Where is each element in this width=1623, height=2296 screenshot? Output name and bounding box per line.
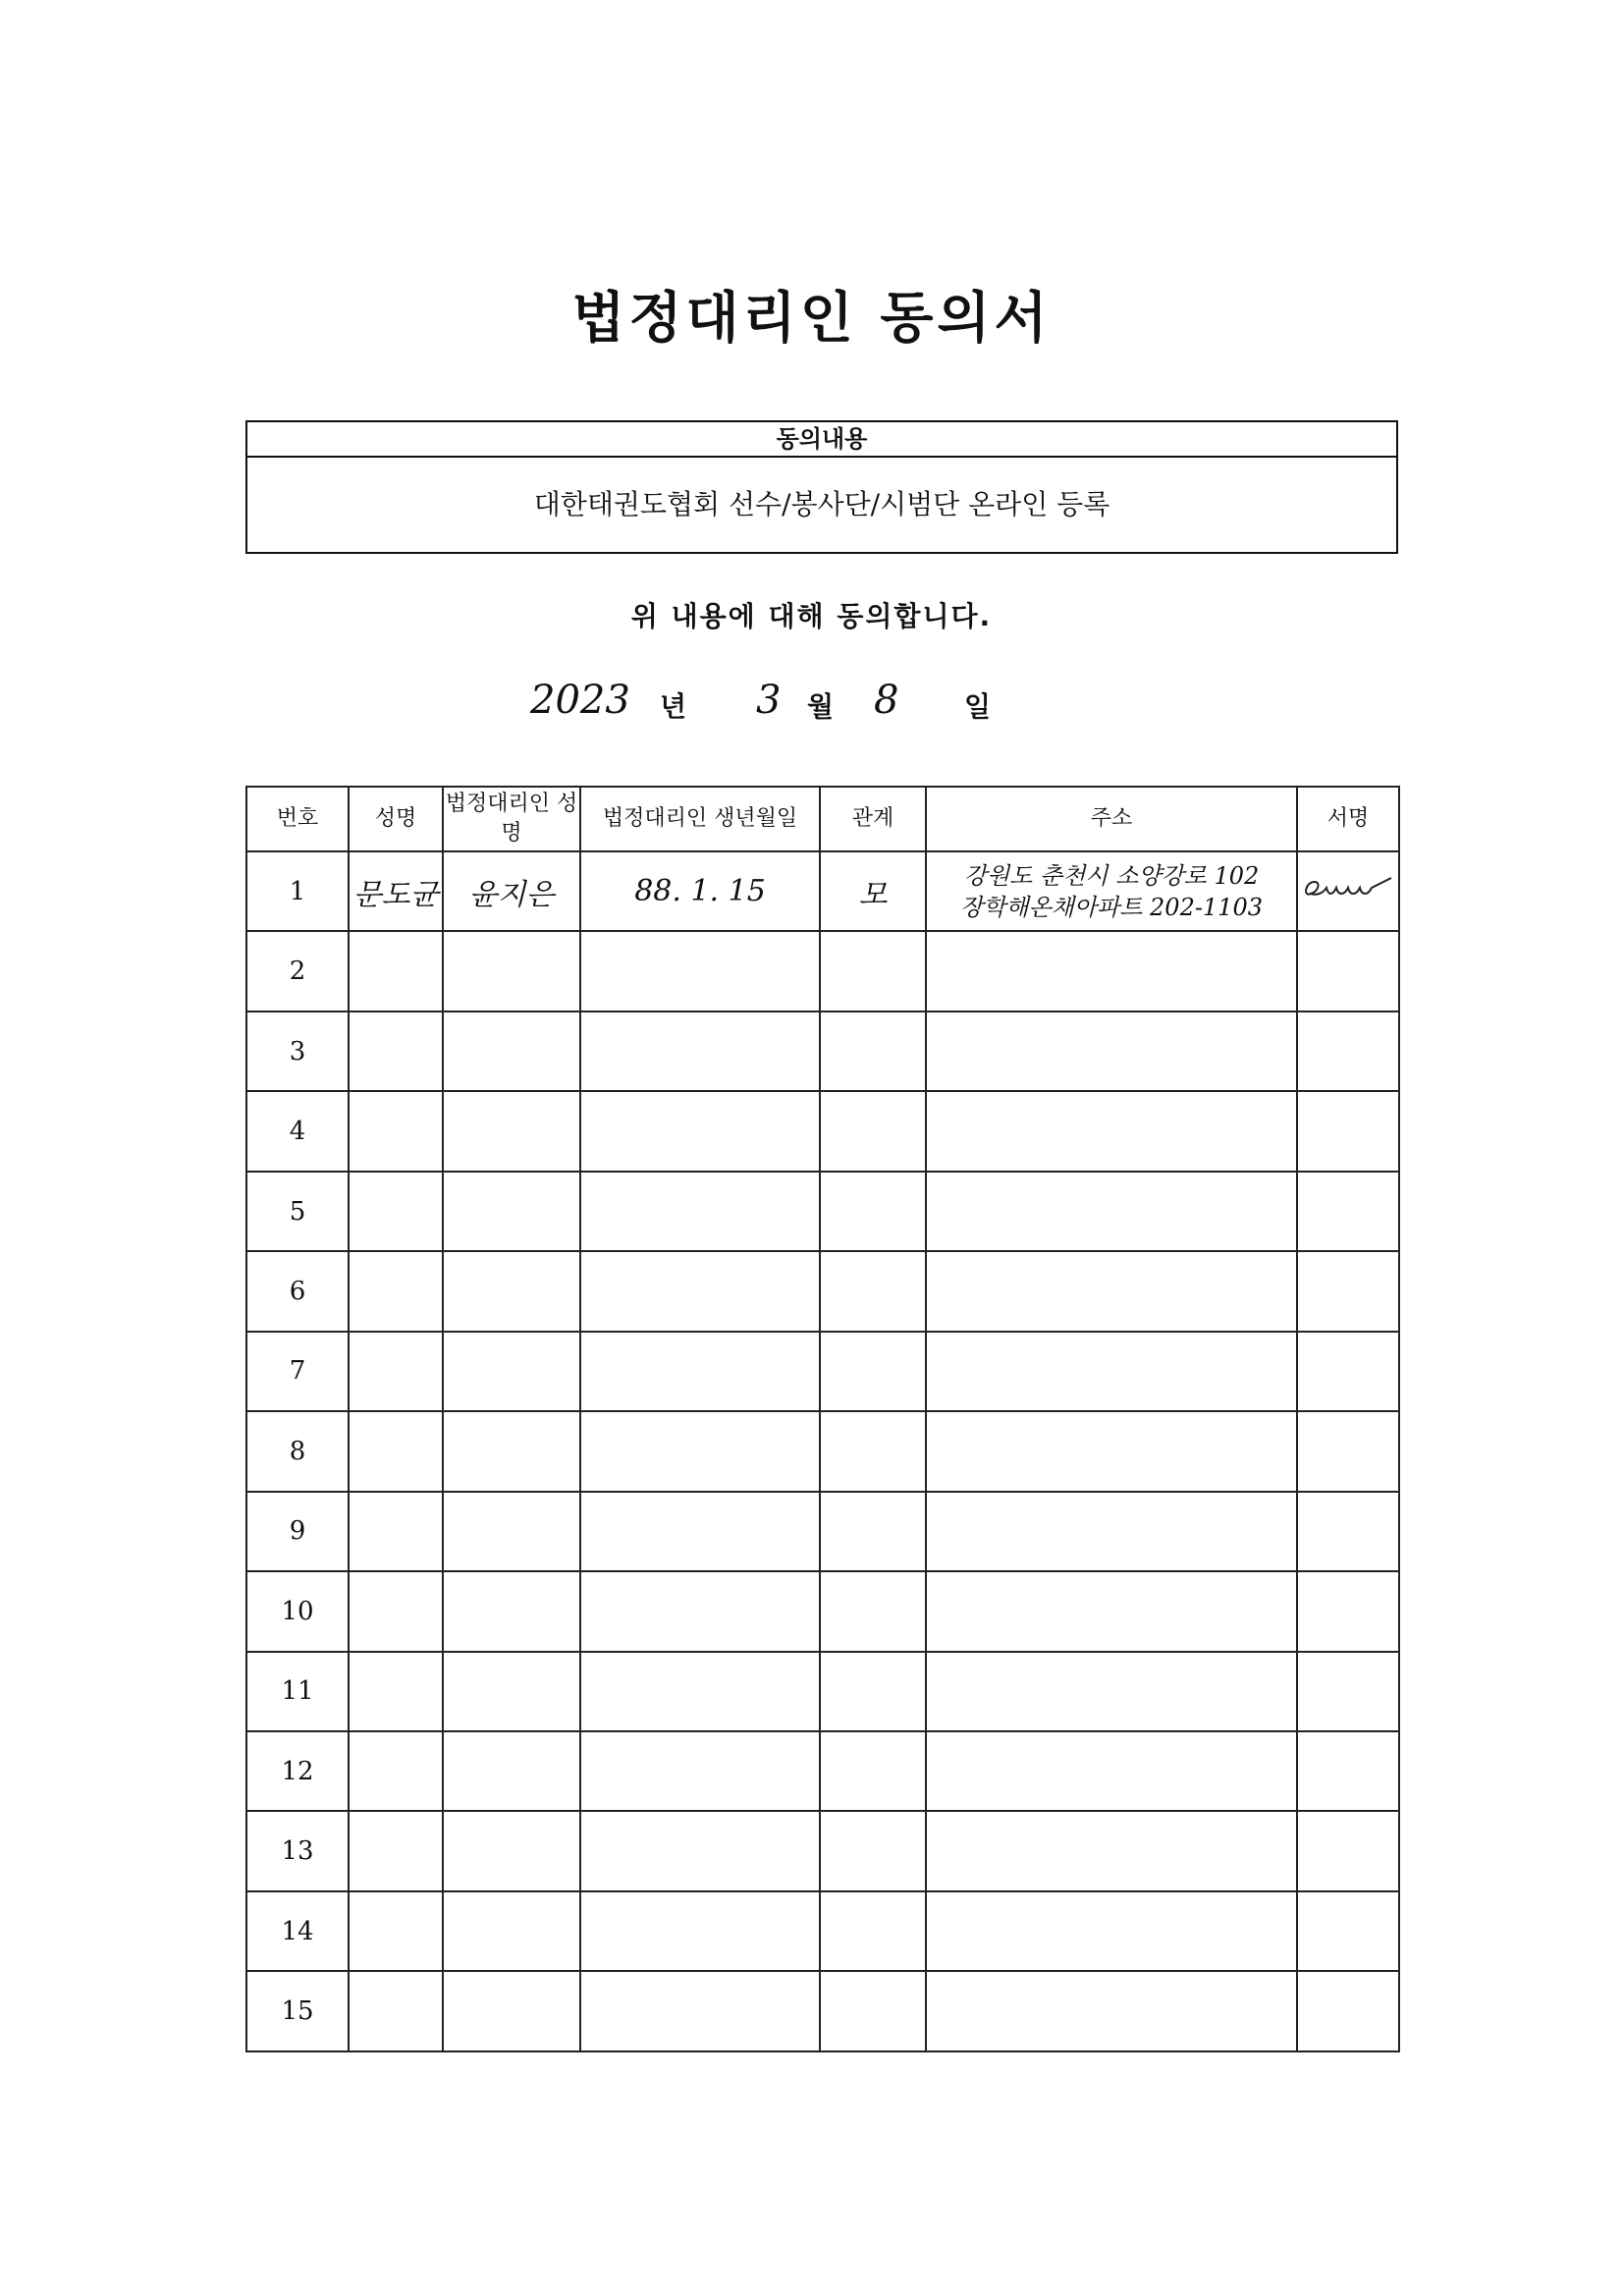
cell-signature	[1297, 1251, 1399, 1331]
table-row	[246, 1172, 1399, 1251]
row-number: 6	[246, 1251, 349, 1331]
cell-address	[926, 1411, 1297, 1491]
table-row	[246, 1731, 1399, 1811]
table-row	[246, 1492, 1399, 1571]
header-guardian-birth: 법정대리인 생년월일	[580, 787, 820, 851]
consent-box	[245, 420, 1398, 554]
table-row	[246, 1411, 1399, 1491]
cell-name	[349, 1411, 443, 1491]
cell-relation	[820, 1571, 926, 1651]
cell-name	[349, 1731, 443, 1811]
header-relation: 관계	[820, 787, 926, 851]
cell-relation	[820, 1811, 926, 1890]
cell-signature	[1297, 1091, 1399, 1171]
row-number: 9	[246, 1492, 349, 1571]
cell-name	[349, 1811, 443, 1890]
cell-guardian-name	[443, 1811, 580, 1890]
cell-guardian-name	[443, 1011, 580, 1091]
cell-guardian-birth	[580, 1332, 820, 1411]
header-no: 번호	[246, 787, 349, 851]
table-row	[246, 851, 1399, 931]
row-number: 5	[246, 1172, 349, 1251]
cell-guardian-birth	[580, 1172, 820, 1251]
row-number: 13	[246, 1811, 349, 1890]
table-row	[246, 1571, 1399, 1651]
cell-guardian-name	[443, 1091, 580, 1171]
cell-guardian-birth	[580, 931, 820, 1011]
cell-signature	[1297, 851, 1399, 931]
cell-guardian-birth	[580, 1891, 820, 1971]
date-row	[0, 678, 1623, 737]
cell-guardian-birth	[580, 1811, 820, 1890]
date-day-unit: 일	[964, 690, 992, 723]
cell-relation	[820, 1971, 926, 2051]
cell-name	[349, 1011, 443, 1091]
date-year-unit: 년	[660, 690, 687, 723]
consent-header: 동의내용	[247, 422, 1396, 458]
cell-guardian-birth	[580, 1492, 820, 1571]
cell-guardian-birth	[580, 1251, 820, 1331]
cell-guardian-birth	[580, 1011, 820, 1091]
header-signature: 서명	[1297, 787, 1399, 851]
cell-relation: 모	[820, 851, 926, 931]
cell-guardian-birth	[580, 1652, 820, 1731]
date-month-unit: 월	[807, 690, 835, 723]
cell-signature	[1297, 1652, 1399, 1731]
cell-address	[926, 1492, 1297, 1571]
cell-guardian-birth: 88. 1. 15	[580, 851, 820, 931]
agree-statement: 위 내용에 대해 동의합니다.	[630, 600, 993, 632]
cell-name	[349, 1492, 443, 1571]
signature-handwritten	[1301, 868, 1395, 907]
cell-guardian-name	[443, 1332, 580, 1411]
cell-relation	[820, 1891, 926, 1971]
cell-guardian-name	[443, 1571, 580, 1651]
document-title: 법정대리인 동의서	[571, 287, 1052, 351]
date-day: 8	[874, 678, 899, 723]
cell-guardian-name	[443, 1492, 580, 1571]
cell-name	[349, 1091, 443, 1171]
header-guardian-name: 법정대리인 성명	[443, 787, 580, 851]
cell-relation	[820, 931, 926, 1011]
cell-address	[926, 1811, 1297, 1890]
cell-name	[349, 1172, 443, 1251]
cell-signature	[1297, 1411, 1399, 1491]
cell-signature	[1297, 1011, 1399, 1091]
cell-relation	[820, 1652, 926, 1731]
cell-name	[349, 931, 443, 1011]
cell-address	[926, 1251, 1297, 1331]
cell-address	[926, 1011, 1297, 1091]
cell-guardian-birth	[580, 1571, 820, 1651]
cell-address	[926, 1172, 1297, 1251]
date-month: 3	[756, 678, 782, 723]
row-number: 7	[246, 1332, 349, 1411]
cell-name	[349, 1891, 443, 1971]
cell-signature	[1297, 1971, 1399, 2051]
cell-relation	[820, 1251, 926, 1331]
cell-name	[349, 1971, 443, 2051]
cell-name	[349, 1571, 443, 1651]
table-row	[246, 1811, 1399, 1890]
cell-signature	[1297, 1811, 1399, 1890]
cell-relation	[820, 1731, 926, 1811]
table-row	[246, 931, 1399, 1011]
header-name: 성명	[349, 787, 443, 851]
cell-signature	[1297, 1731, 1399, 1811]
row-number: 12	[246, 1731, 349, 1811]
row-number: 14	[246, 1891, 349, 1971]
cell-guardian-name	[443, 1731, 580, 1811]
table-row	[246, 1011, 1399, 1091]
cell-address	[926, 1332, 1297, 1411]
cell-relation	[820, 1011, 926, 1091]
cell-signature	[1297, 1172, 1399, 1251]
cell-guardian-name	[443, 1411, 580, 1491]
cell-address	[926, 931, 1297, 1011]
cell-guardian-name	[443, 1251, 580, 1331]
row-number: 1	[246, 851, 349, 931]
cell-address	[926, 1652, 1297, 1731]
cell-guardian-name: 윤지은	[443, 851, 580, 931]
cell-address	[926, 1731, 1297, 1811]
row-number: 2	[246, 931, 349, 1011]
cell-guardian-name	[443, 931, 580, 1011]
cell-address	[926, 1091, 1297, 1171]
cell-name	[349, 1251, 443, 1331]
cell-guardian-name	[443, 1652, 580, 1731]
table-row	[246, 1891, 1399, 1971]
header-address: 주소	[926, 787, 1297, 851]
cell-signature	[1297, 1571, 1399, 1651]
row-number: 8	[246, 1411, 349, 1491]
cell-name	[349, 1652, 443, 1731]
cell-relation	[820, 1411, 926, 1491]
cell-signature	[1297, 1891, 1399, 1971]
table-row	[246, 1971, 1399, 2051]
cell-address	[926, 851, 1297, 931]
address-line-2: 장학해온채아파트 202-1103	[959, 893, 1264, 921]
cell-guardian-birth	[580, 1731, 820, 1811]
table-row	[246, 1251, 1399, 1331]
row-number: 3	[246, 1011, 349, 1091]
row-number: 10	[246, 1571, 349, 1651]
cell-name: 문도균	[349, 851, 443, 931]
address-line-1: 강원도 춘천시 소양강로 102	[963, 861, 1260, 890]
cell-signature	[1297, 1332, 1399, 1411]
cell-address	[926, 1971, 1297, 2051]
cell-relation	[820, 1091, 926, 1171]
cell-guardian-birth	[580, 1411, 820, 1491]
guardian-registry-table	[245, 786, 1400, 2052]
cell-address	[926, 1891, 1297, 1971]
cell-signature	[1297, 931, 1399, 1011]
consent-body: 대한태권도협회 선수/봉사단/시범단 온라인 등록	[533, 488, 1110, 520]
row-number: 15	[246, 1971, 349, 2051]
table-header-row	[246, 787, 1399, 851]
cell-guardian-birth	[580, 1971, 820, 2051]
row-number: 11	[246, 1652, 349, 1731]
cell-relation	[820, 1492, 926, 1571]
row-number: 4	[246, 1091, 349, 1171]
table-row	[246, 1332, 1399, 1411]
cell-relation	[820, 1172, 926, 1251]
cell-name	[349, 1332, 443, 1411]
cell-guardian-name	[443, 1172, 580, 1251]
cell-signature	[1297, 1492, 1399, 1571]
cell-guardian-name	[443, 1891, 580, 1971]
cell-guardian-name	[443, 1971, 580, 2051]
cell-guardian-birth	[580, 1091, 820, 1171]
date-year: 2023	[530, 678, 630, 723]
table-row	[246, 1652, 1399, 1731]
table-row	[246, 1091, 1399, 1171]
cell-relation	[820, 1332, 926, 1411]
cell-address	[926, 1571, 1297, 1651]
